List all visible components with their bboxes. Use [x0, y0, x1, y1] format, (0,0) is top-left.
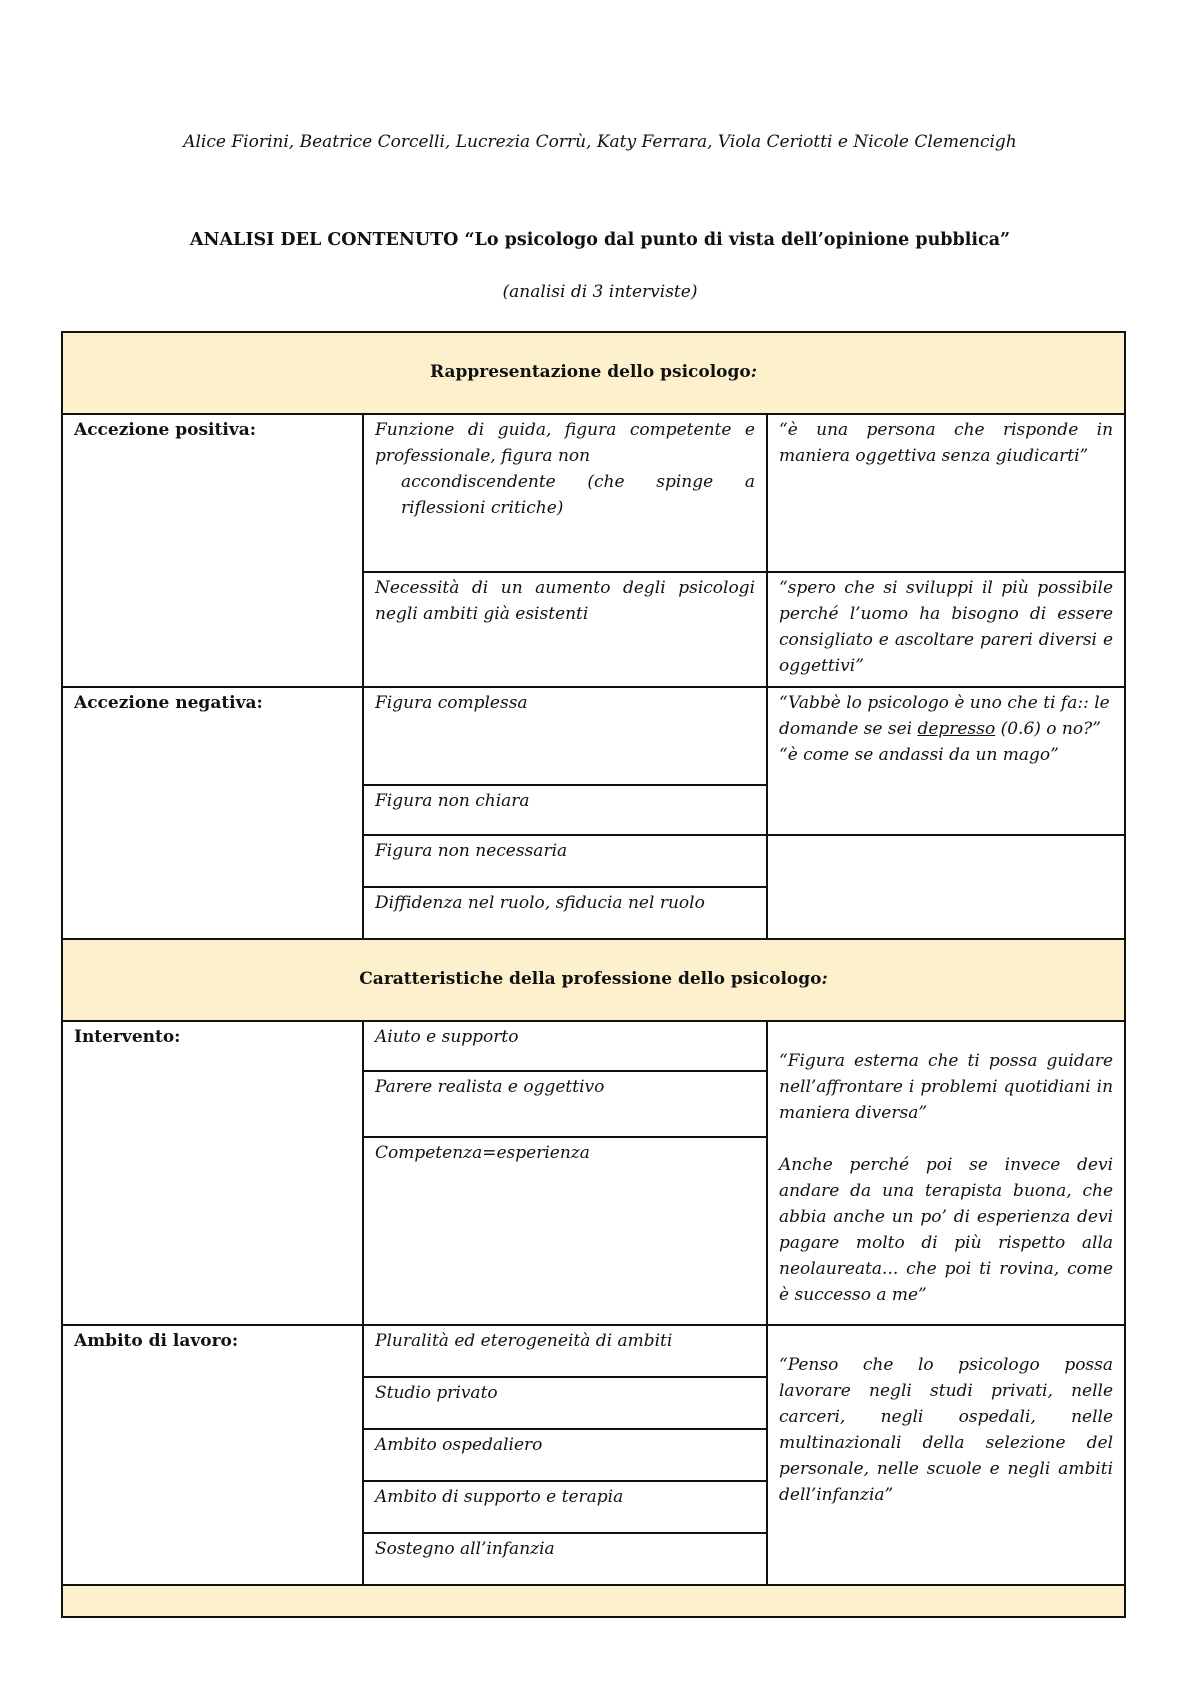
section-header-row: [62, 939, 1125, 1021]
category-cell: Sostegno all’infanzia: [363, 1533, 767, 1585]
category-cell: Diffidenza nel ruolo, sfiducia nel ruolo: [363, 887, 767, 939]
quote-text: “è come se andassi da un mago”: [779, 745, 1059, 765]
row-label-intervention: Intervento:: [62, 1021, 363, 1325]
category-cell: Ambito ospedaliero: [363, 1429, 767, 1481]
row-label-work: Ambito di lavoro:: [62, 1325, 363, 1585]
category-text: Funzione di guida, figura competente e professionale, figura non: [375, 420, 755, 466]
category-cell: Ambito di supporto e terapia: [363, 1481, 767, 1533]
analysis-table: [61, 331, 1126, 1618]
quote-cell: “è una persona che risponde in maniera oggettiva senza giudicarti”: [767, 414, 1125, 572]
row-label-positive: Accezione positiva:: [62, 414, 363, 687]
table-footer-band: [62, 1585, 1125, 1617]
authors-line: Alice Fiorini, Beatrice Corcelli, Lucrezia Corrù, Katy Ferrara, Viola Ceriotti e Nicole Clemencigh: [183, 132, 1017, 152]
quote-text: Anche perché poi se invece devi andare da una terapista buona, che abbia anche un po’ di esperienza devi pagare molto di più rispetto alla neolaureata... che poi ti rovina, come è successo a me”: [779, 1155, 1114, 1305]
category-cell: Competenza=esperienza: [363, 1137, 767, 1325]
quote-text: “Vabbè lo psicologo è uno che ti fa:: le domande se sei: [779, 693, 1110, 739]
quote-text: (0.6) o no?”: [995, 719, 1101, 739]
table-footer-row: [62, 1585, 1125, 1617]
row-label-negative: Accezione negativa:: [62, 687, 363, 939]
section-heading-colon: :: [750, 362, 758, 382]
quote-cell: [767, 1021, 1125, 1325]
table-row: [62, 1021, 1125, 1071]
table-row: [62, 414, 1125, 572]
category-cell: Aiuto e supporto: [363, 1021, 767, 1071]
table-row: [62, 1325, 1125, 1377]
quote-underlined-word: depresso: [917, 719, 996, 739]
section-heading-text: Rappresentazione dello psicologo: [430, 362, 751, 382]
quote-cell: “Penso che lo psicologo possa lavorare negli studi privati, nelle carceri, negli ospedali, nelle multinazionali della selezione del personale, nelle scuole e negli ambiti dell’infanzia”: [767, 1325, 1125, 1585]
section-heading-text: Caratteristiche della professione dello psicologo: [359, 969, 822, 989]
table-row: [62, 687, 1125, 785]
section-heading-colon: :: [821, 969, 828, 989]
category-cell: Figura non chiara: [363, 785, 767, 835]
category-cell: Figura non necessaria: [363, 835, 767, 887]
category-cell: Studio privato: [363, 1377, 767, 1429]
category-cell: Necessità di un aumento degli psicologi negli ambiti già esistenti: [363, 572, 767, 687]
category-text-continued: accondiscendente (che spinge a riflessioni critiche): [401, 472, 755, 518]
section-header-representation: [62, 332, 1125, 414]
category-cell: Pluralità ed eterogeneità di ambiti: [363, 1325, 767, 1377]
document-title: ANALISI DEL CONTENUTO “Lo psicologo dal punto di vista dell’opinione pubblica”: [189, 230, 1011, 250]
section-header-characteristics: [62, 939, 1125, 1021]
category-cell: Parere realista e oggettivo: [363, 1071, 767, 1137]
quote-cell: [767, 687, 1125, 835]
section-header-row: [62, 332, 1125, 414]
category-cell: Figura complessa: [363, 687, 767, 785]
empty-quote-cell: [767, 835, 1125, 939]
category-cell: [363, 414, 767, 572]
quote-cell: “spero che si sviluppi il più possibile perché l’uomo ha bisogno di essere consigliato e ascoltare pareri diversi e oggettivi”: [767, 572, 1125, 687]
document-subtitle: (analisi di 3 interviste): [502, 282, 698, 302]
quote-text: “Figura esterna che ti possa guidare nell’affrontare i problemi quotidiani in maniera diversa”: [779, 1051, 1114, 1123]
